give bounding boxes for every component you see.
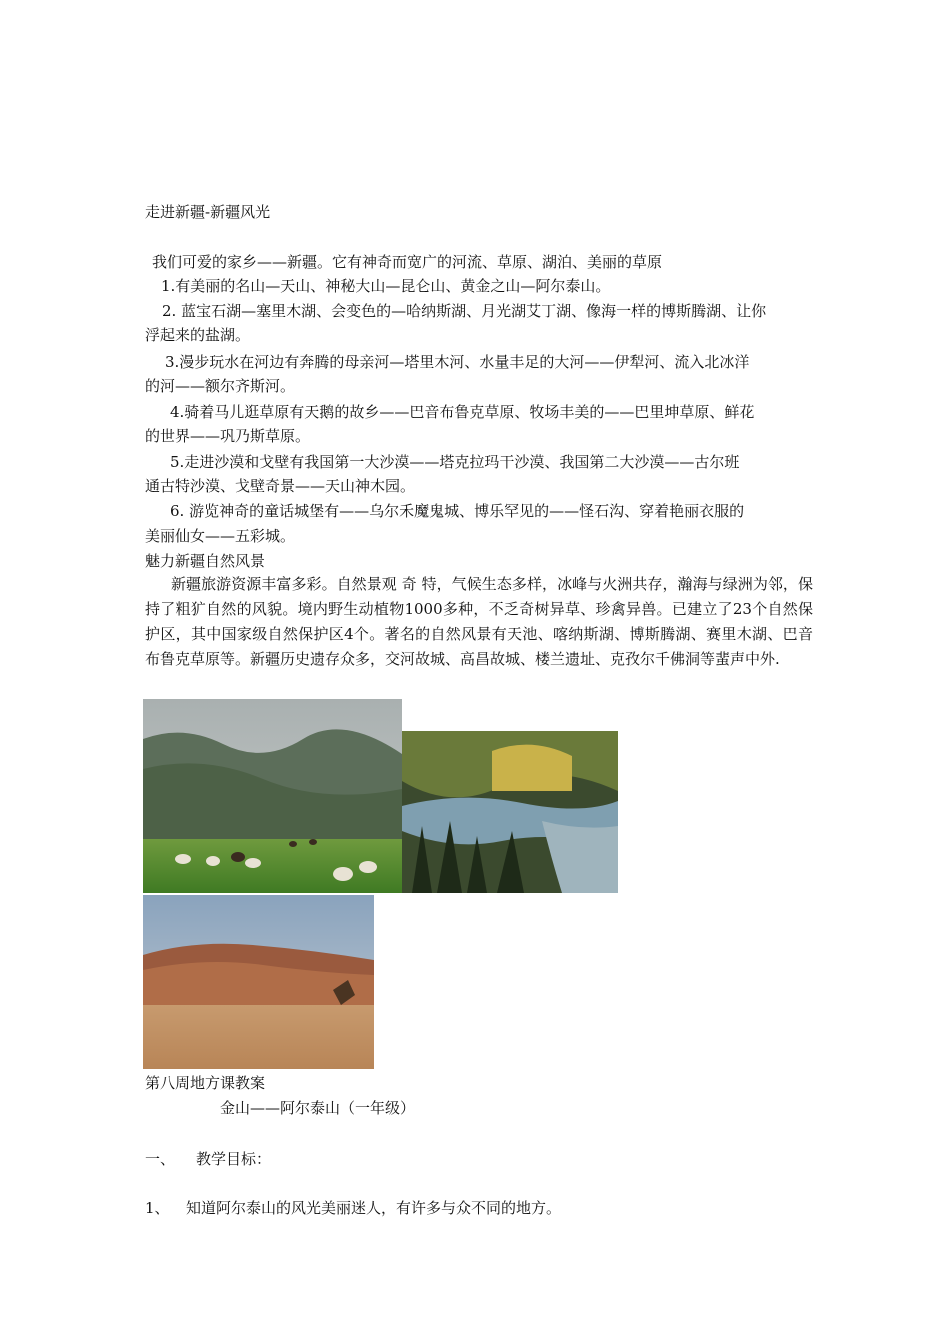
list-item-3-line1: 3.漫步玩水在河边有奔腾的母亲河—塔里木河、水量丰足的大河——伊犁河、流入北冰洋 <box>165 353 750 371</box>
list-item-2-line2: 浮起来的盐湖。 <box>145 326 251 344</box>
list-item-6-line2: 美丽仙女——五彩城。 <box>145 527 296 545</box>
lesson-subtitle: 金山——阿尔泰山（一年级） <box>220 1099 416 1117</box>
lake-forest-photo-art <box>402 731 618 893</box>
section-paragraph: 新疆旅游资源丰富多彩。自然景观 奇 特，气候生态多样，冰峰与火洲共存，瀚海与绿洲为邻，保持了粗犷自然的风貌。境内野生动植物1000多种，不乏奇树异草、珍禽异兽。已建立了23个自然保护区，其中国家级自然保护区4个。著名的自然风景有天池、喀纳斯湖、博斯腾湖、赛里木湖、巴音布鲁克草原等。新疆历史遗存众多，交河故城、高昌故城、楼兰遗址、克孜尔千佛洞等蜚声中外. <box>145 575 813 668</box>
list-item-5-line2: 通古特沙漠、戈壁奇景——天山神木园。 <box>145 477 416 495</box>
goal-1-text: 知道阿尔泰山的风光美丽迷人，有许多与众不同的地方。 <box>186 1199 562 1217</box>
grassland-photo <box>143 699 402 893</box>
list-item-5-line1: 5.走进沙漠和戈壁有我国第一大沙漠——塔克拉玛干沙漠、我国第二大沙漠——古尔班 <box>170 453 740 471</box>
desert-mountain-photo <box>143 895 374 1069</box>
grassland-photo-art <box>143 699 402 893</box>
desert-mountain-photo-art <box>143 895 374 1069</box>
document-title: 走进新疆-新疆风光 <box>145 203 271 221</box>
intro-paragraph: 我们可爱的家乡——新疆。它有神奇而宽广的河流、草原、湖泊、美丽的草原 <box>152 253 663 271</box>
list-item-6-line1: 6. 游览神奇的童话城堡有——乌尔禾魔鬼城、博乐罕见的——怪石沟、穿着艳丽衣服的 <box>170 502 745 520</box>
lake-forest-photo <box>402 731 618 893</box>
goals-heading: 教学目标： <box>196 1150 272 1168</box>
goal-1-number: 1、 <box>145 1199 170 1217</box>
lesson-title: 第八周地方课教案 <box>145 1074 266 1092</box>
list-item-2-line1: 2. 蓝宝石湖—塞里木湖、会变色的—哈纳斯湖、月光湖艾丁湖、像海一样的博斯腾湖、让你 <box>162 302 767 320</box>
list-item-4-line1: 4.骑着马儿逛草原有天鹅的故乡——巴音布鲁克草原、牧场丰美的——巴里坤草原、鲜花 <box>170 403 755 421</box>
goals-number: 一、 <box>145 1150 176 1168</box>
section-heading: 魅力新疆自然风景 <box>145 552 266 570</box>
list-item-3-line2: 的河——额尔齐斯河。 <box>145 377 296 395</box>
list-item-1-line1: 1.有美丽的名山—天山、神秘大山—昆仑山、黄金之山—阿尔泰山。 <box>161 277 611 295</box>
list-item-4-line2: 的世界——巩乃斯草原。 <box>145 427 311 445</box>
